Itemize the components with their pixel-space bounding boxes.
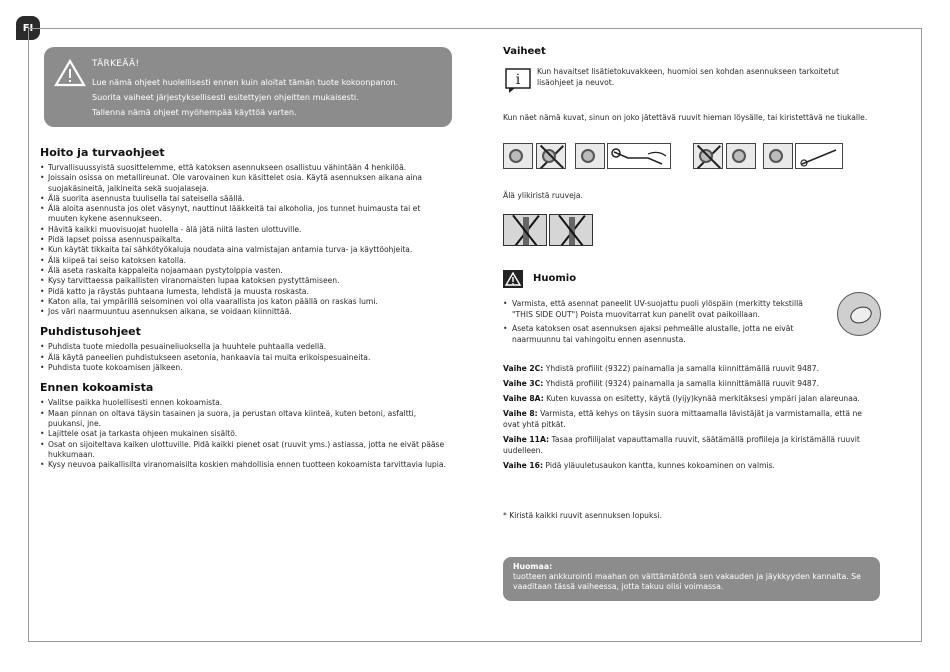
warning-lines [92, 75, 398, 120]
list-item: • Hävitä kaikki muovisuojat huolella - älä jätä niitä lasten ulottuville. [40, 225, 450, 235]
list-item: • Pidä lapset poissa asennuspaikalta. [40, 235, 450, 245]
screw-crossed-icon [693, 143, 723, 169]
screw-loose-icon [503, 143, 533, 169]
left-column [40, 146, 450, 470]
list-item: • Joissain osissa on metallireunat. Ole varovainen kun käsittelet osia. Käytä asennuksen aikana aina suojakäsineitä, jalkineita sekä suojalaseja. [40, 173, 450, 194]
wrench-hand-icon [607, 143, 671, 169]
list-item: • Puhdista tuote miedolla pesuaineliuoksella ja huuhtele puhtaalla vedellä. [40, 342, 450, 352]
screw-head-icon [726, 143, 756, 169]
list-item: • Kysy tarvittaessa paikallisten viranomaisten lupaa katoksen pystyttämiseen. [40, 276, 450, 286]
list-item: • Älä kiipeä tai seiso katoksen katolla. [40, 256, 450, 266]
list-item: • Aseta katoksen osat asennuksen ajaksi pehmeälle alustalle, jotta ne eivät naarmuunnu tai vahingoitu ennen asennusta. [503, 323, 823, 345]
tighten-note: * Kiristä kaikki ruuvit asennuksen lopuksi. [503, 511, 662, 520]
warning-line: Tallenna nämä ohjeet myöhempää käyttöä varten. [92, 107, 297, 117]
overtighten-screw-icon [549, 214, 593, 246]
warning-triangle-icon [503, 270, 523, 288]
step-item: Vaihe 2C: Yhdistä profiilit (9322) painamalla ja samalla kiinnittämällä ruuvit 9487. [503, 364, 819, 373]
list-item: • Älä suorita asennusta tuulisella tai sateisella säällä. [40, 194, 450, 204]
list-item: • Älä käytä paneelien puhdistukseen asetonia, hankaavia tai muita erikoispesuaineita. [40, 353, 450, 363]
step-item: Vaihe 8: Varmista, että kehys on täysin suora mittaamalla lävistäjät ja varmistamalla, että ne ovat yhtä pitkät. [503, 409, 862, 429]
before-assembly-list [40, 398, 450, 470]
caution-list [503, 298, 823, 348]
screw-tight-icon [575, 143, 605, 169]
list-item: • Jos väri naarmuuntuu asennuksen aikana, se voidaan kiinnittää. [40, 307, 450, 317]
step-item: Vaihe 11A: Tasaa profiilijalat vapauttamalla ruuvit, säätämällä profiileja ja kiristämällä ruuvit uudelleen. [503, 435, 860, 455]
warning-line: Lue nämä ohjeet huolellisesti ennen kuin aloitat tämän tuote kokoonpanon. [92, 77, 399, 87]
list-item: • Älä aloita asennusta jos olet väsynyt, nauttinut lääkkeitä tai alkoholia, jos tunnet huimausta tai et muuten kykene asennukseen. [40, 204, 450, 225]
list-item: • Osat on sijoiteltava kaiken ulottuville. Pidä kaikki pienet osat (ruuvit yms.) astiassa, jotta ne eivät pääse hukkumaan. [40, 440, 450, 461]
list-item: • Pidä katto ja räystäs puhtaana lumesta, lehdistä ja muusta roskasta. [40, 287, 450, 297]
care-heading: Hoito ja turvaohjeet [40, 146, 165, 159]
overtighten-text: Älä ylikiristä ruuveja. [503, 191, 583, 200]
list-item: • Puhdista tuote kokoamisen jälkeen. [40, 363, 450, 373]
list-item: • Maan pinnan on oltava täysin tasainen ja suora, ja perustan oltava kiinteä, kuten betoni, asfaltti, puukansi, jne. [40, 409, 450, 430]
step-item: Vaihe 8A: Kuten kuvassa on esitetty, käytä (lyijy)kynää merkitäksesi ympäri jalan alareunaa. [503, 394, 860, 403]
important-warning-box [44, 47, 452, 127]
step-item: Vaihe 3C: Yhdistä profiilit (9324) painamalla ja samalla kiinnittämällä ruuvit 9487. [503, 379, 819, 388]
list-item: • Varmista, että asennat paneelit UV-suojattu puoli ylöspäin (merkitty tekstillä "THIS SIDE OUT") Poista muovitarrat kun panelit ovat paikoillaan. [503, 298, 823, 320]
list-item: • Kun käytät tikkaita tai sähkötyökaluja noudata aina valmistajan antamia turva- ja käyttöohjeita. [40, 245, 450, 255]
list-item: • Älä aseta raskaita kappaleita nojaamaan pystytolppia vasten. [40, 266, 450, 276]
notice-box [503, 557, 880, 601]
cleaning-list [40, 342, 450, 373]
cleaning-heading: Puhdistusohjeet [40, 325, 141, 339]
screwdriver-icon [795, 143, 843, 169]
language-tab: FI [16, 16, 40, 40]
list-item: • Katon alla, tai ympärillä seisominen voi olla vaarallista jos katon päällä on raskas lumi. [40, 297, 450, 307]
care-list [40, 163, 450, 317]
warning-line: Suorita vaiheet järjestyksellisesti esitettyjen ohjeitten mukaisesti. [92, 92, 359, 102]
notice-text: tuotteen ankkurointi maahan on välttämätöntä sen vakauden ja jäykkyyden kannalta. Se vaaditaan tässä vaiheessa, jotta takuu olisi voimassa. [513, 572, 861, 591]
steps-list [503, 363, 878, 475]
warning-triangle-icon [54, 59, 86, 87]
info-speech-icon [505, 68, 531, 94]
notice-title: Huomaa: [513, 562, 553, 571]
before-assembly-heading: Ennen kokoamista [40, 381, 154, 395]
overtighten-illustrations [503, 214, 593, 246]
screw-crossed-icon [536, 143, 566, 169]
svg-text:i: i [515, 72, 521, 88]
list-item: • Kysy neuvoa paikallisilta viranomaisilta koskien mahdollisia ennen tuotteen kokoamista tarvittavia lupia. [40, 460, 450, 470]
overtighten-screw-icon [503, 214, 547, 246]
phases-heading: Vaiheet [503, 46, 546, 57]
list-item: • Lajittele osat ja tarkasta ohjeen mukainen sisältö. [40, 429, 450, 439]
info-text: Kun havaitset lisätietokuvakkeen, huomioi sen kohdan asennukseen tarkoitetut lisäohjeet ja neuvot. [537, 67, 839, 87]
screw-illustrations [503, 143, 863, 169]
warning-title: TÄRKEÄÄ! [92, 59, 140, 69]
screw-loose-icon [763, 143, 793, 169]
right-column [503, 46, 883, 520]
loose-tight-text: Kun näet nämä kuvat, sinun on joko jätettävä ruuvit hieman löysälle, tai kiristettävä ne tiukalle. [503, 113, 868, 122]
list-item: • Turvallisuussyistä suosittelemme, että katoksen asennukseen osallistuu vähintään 4 henkilöä. [40, 163, 450, 173]
list-item: • Valitse paikka huolellisesti ennen kokoamista. [40, 398, 450, 408]
uv-panel-icon [837, 292, 881, 336]
step-item: Vaihe 16: Pidä yläuuletusaukon kantta, kunnes kokoaminen on valmis. [503, 461, 775, 470]
caution-title: Huomio [533, 273, 577, 284]
